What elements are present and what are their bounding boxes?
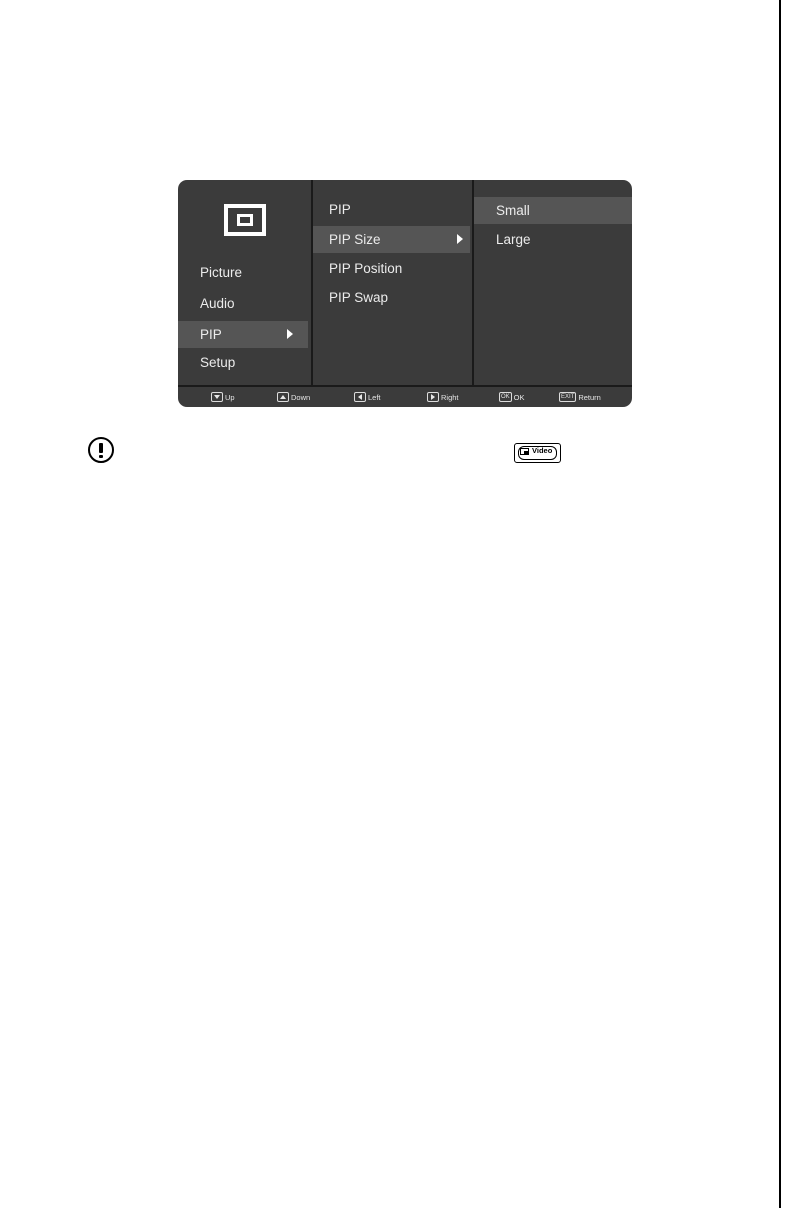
sub-menu-item-pip[interactable] [313, 196, 470, 223]
hint-label: Down [291, 393, 311, 402]
hint-label: Up [225, 393, 235, 402]
sub-menu-item-label: PIP Swap [329, 290, 389, 305]
option-item-small[interactable] [474, 197, 632, 224]
arrow-up-key-icon [277, 392, 289, 402]
hint-left [354, 392, 381, 404]
video-button-label: Video [532, 446, 553, 455]
main-menu-item-picture[interactable] [178, 259, 308, 286]
hint-return [559, 392, 601, 404]
chevron-right-icon [457, 234, 463, 244]
exit-key-icon: EXIT [561, 394, 575, 400]
hint-right [427, 392, 459, 404]
sub-menu-item-label: PIP Position [329, 261, 403, 276]
main-menu-item-label: PIP [200, 327, 222, 342]
main-menu-item-label: Audio [200, 296, 235, 311]
main-menu [178, 180, 308, 385]
sub-menu [311, 180, 472, 385]
hint-label: OK [513, 393, 525, 402]
arrow-left-key-icon [354, 392, 366, 402]
osd-menu [178, 180, 632, 407]
hint-label: Return [578, 393, 601, 402]
hint-ok [499, 392, 525, 404]
chevron-right-icon [287, 329, 293, 339]
hint-up [211, 392, 235, 404]
ok-key-icon: OK [501, 394, 510, 400]
main-menu-item-pip[interactable] [178, 321, 308, 348]
option-item-label: Small [496, 203, 530, 218]
page-margin-rule [779, 0, 781, 1208]
sub-menu-item-pip-position[interactable] [313, 255, 470, 282]
pip-icon-inset [237, 214, 253, 226]
pip-icon [224, 204, 266, 236]
hint-label: Left [368, 393, 381, 402]
main-menu-item-label: Picture [200, 265, 243, 280]
pip-video-button-icon [514, 443, 561, 463]
main-menu-item-audio[interactable] [178, 290, 308, 317]
option-menu [472, 180, 632, 385]
hint-down [277, 392, 310, 404]
arrow-down-key-icon [211, 392, 223, 402]
sub-menu-item-pip-size[interactable] [313, 226, 470, 253]
arrow-right-key-icon [427, 392, 439, 402]
main-menu-item-setup[interactable] [178, 349, 308, 376]
warning-icon [88, 437, 114, 463]
picture-in-picture-icon [520, 448, 529, 455]
osd-footer-hints [178, 385, 632, 407]
main-menu-item-label: Setup [200, 355, 236, 370]
sub-menu-item-label: PIP [329, 202, 351, 217]
option-item-large[interactable] [474, 226, 632, 253]
sub-menu-item-label: PIP Size [329, 232, 381, 247]
option-item-label: Large [496, 232, 531, 247]
hint-label: Right [441, 393, 459, 402]
sub-menu-item-pip-swap[interactable] [313, 284, 470, 311]
